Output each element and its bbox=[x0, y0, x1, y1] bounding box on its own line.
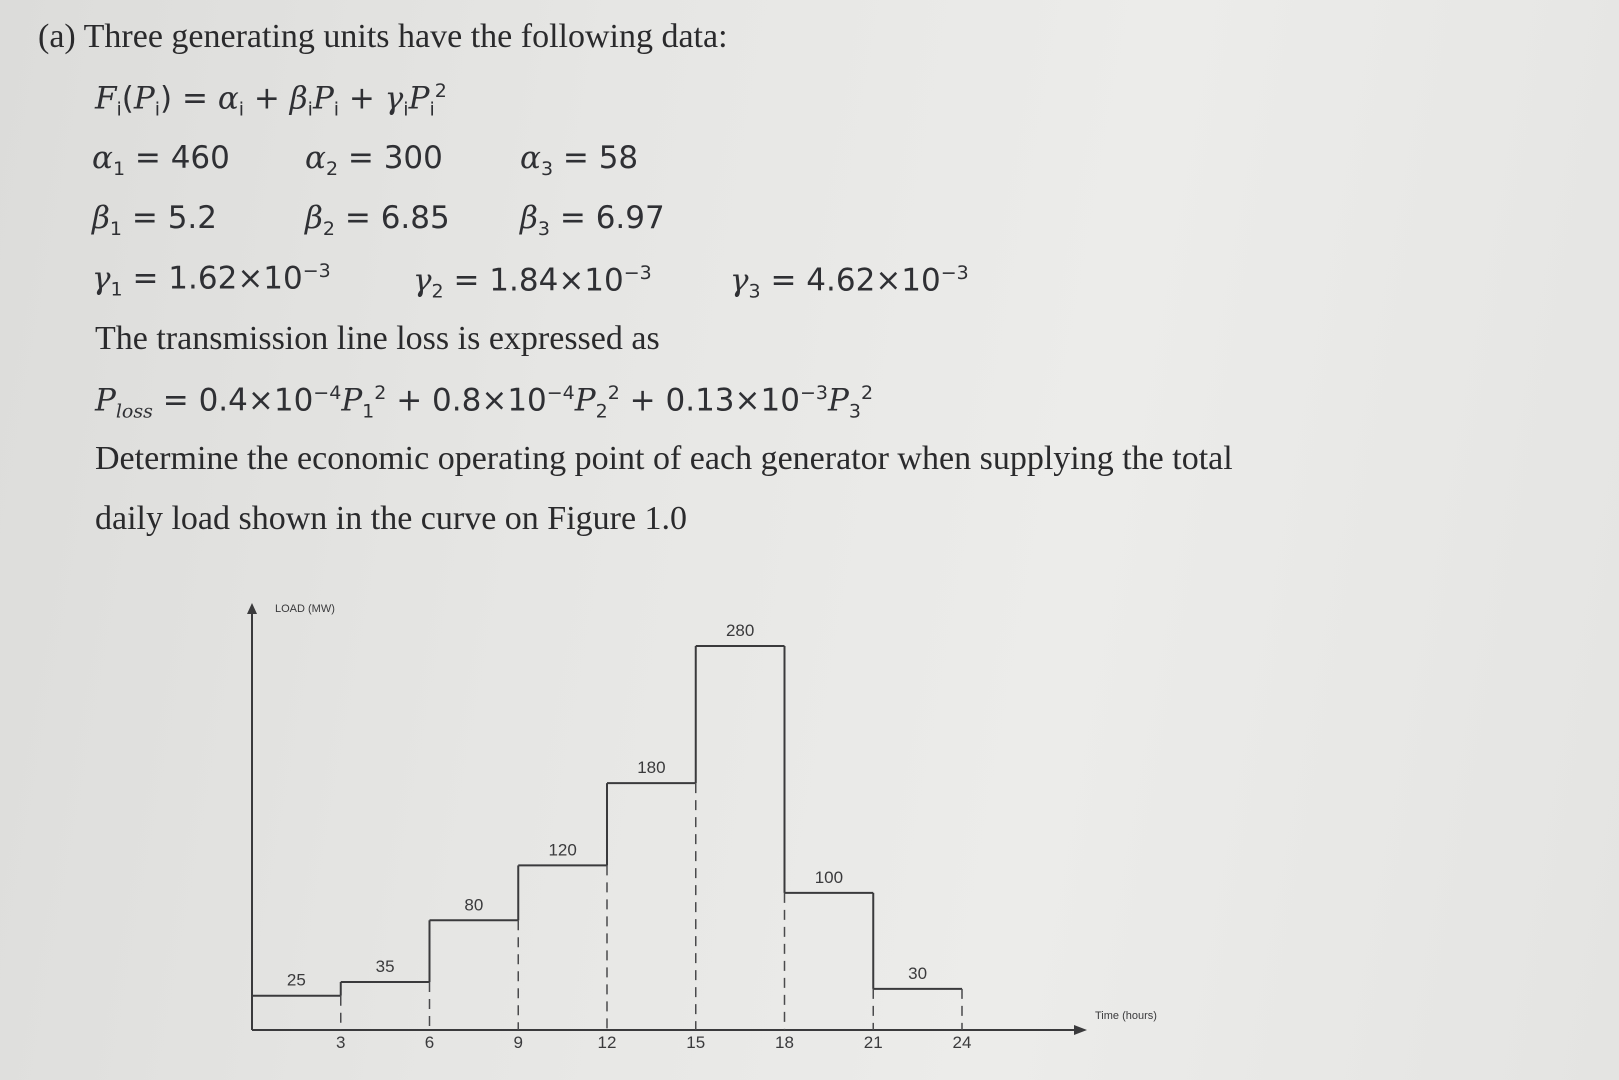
question-label: (a) bbox=[38, 18, 76, 55]
bar-value-label: 280 bbox=[725, 621, 755, 640]
x-axis-arrow bbox=[1074, 1025, 1087, 1035]
alpha-3: $\alpha_3 = 58$ bbox=[520, 140, 639, 181]
x-axis-label: Time (hours) bbox=[1095, 1010, 1157, 1022]
x-tick-label: 21 bbox=[863, 1033, 883, 1052]
bar-value-label: 120 bbox=[548, 840, 577, 860]
beta-3: $\beta_3 = 6.97$ bbox=[520, 200, 665, 241]
y-axis-label: LOAD (MW) bbox=[275, 603, 335, 615]
gamma-1: $\gamma_1 = 1.62\times 10^{-3}$ bbox=[92, 260, 331, 301]
task-line-1: Determine the economic operating point of each generator when supplying the total bbox=[95, 440, 1233, 477]
x-tick-label: 12 bbox=[597, 1033, 617, 1052]
chart-axes bbox=[247, 603, 1087, 1035]
chart-bars bbox=[252, 646, 962, 1030]
task-line-2: daily load shown in the curve on Figure 1.0 bbox=[95, 500, 688, 537]
bar-value-label: 30 bbox=[908, 963, 928, 983]
bar-value-label: 180 bbox=[637, 758, 666, 778]
alpha-2: $\alpha_2 = 300$ bbox=[305, 140, 443, 181]
x-tick-label: 15 bbox=[686, 1033, 706, 1052]
bar-value-label: 35 bbox=[375, 957, 395, 976]
x-tick-label: 9 bbox=[513, 1033, 523, 1052]
cost-function-equation: $F_i(P_i) = \alpha_i + \beta_iP_i + \gamma_iP_i^2$ bbox=[95, 80, 447, 121]
x-tick-label: 3 bbox=[336, 1033, 346, 1052]
x-tick-label: 24 bbox=[952, 1033, 972, 1052]
bar-value-label: 25 bbox=[286, 970, 306, 990]
question-intro: Three generating units have the following data: bbox=[83, 18, 728, 55]
bar-value-label: 100 bbox=[814, 867, 844, 887]
alpha-1: $\alpha_1 = 460$ bbox=[92, 140, 230, 181]
chart-labels bbox=[275, 603, 1157, 1052]
loss-intro: The transmission line loss is expressed as bbox=[95, 320, 660, 357]
gamma-3: $\gamma_3 = 4.62\times 10^{-3}$ bbox=[730, 262, 969, 303]
beta-2: $\beta_2 = 6.85$ bbox=[305, 200, 450, 241]
bar-value-label: 80 bbox=[464, 895, 484, 915]
beta-1: $\beta_1 = 5.2$ bbox=[92, 200, 217, 241]
x-tick-label: 6 bbox=[424, 1033, 435, 1052]
loss-equation: $P_{loss} = 0.4\times 10^{-4}P_1^2 + 0.8\times 10^{-4}P_2^2 + 0.13\times 10^{-3}P_3^2$ bbox=[95, 382, 874, 423]
y-axis-arrow bbox=[247, 603, 257, 614]
gamma-2: $\gamma_2 = 1.84\times 10^{-3}$ bbox=[413, 262, 652, 303]
x-tick-label: 18 bbox=[775, 1033, 794, 1052]
